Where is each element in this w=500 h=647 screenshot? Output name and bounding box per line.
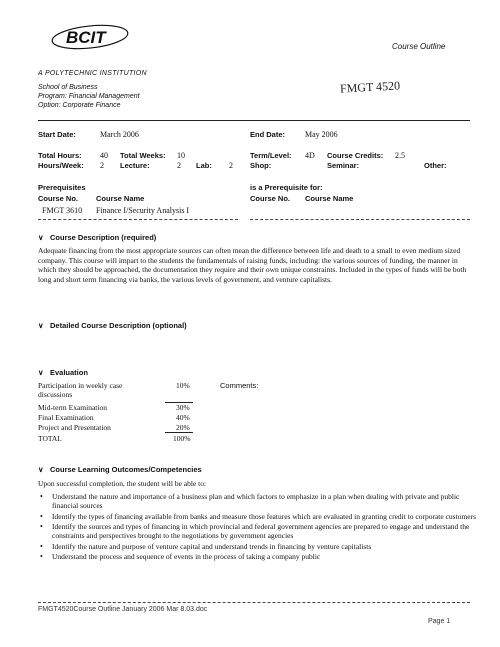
lab-value: 2 bbox=[229, 161, 233, 170]
prereq-course-no-label: Course No. bbox=[38, 194, 79, 203]
prereq-course-name-value: Finance I/Security Analysis I bbox=[96, 206, 190, 215]
total-hours-value: 40 bbox=[100, 151, 108, 160]
outcomes-chevron-icon: ∨ bbox=[38, 465, 44, 474]
bcit-logo bbox=[50, 23, 130, 51]
option-name: Option: Corporate Finance bbox=[38, 102, 121, 109]
evaluation-total-label: TOTAL bbox=[38, 434, 62, 443]
total-hours-label: Total Hours: bbox=[38, 151, 82, 160]
footer-page-label: Page 1 bbox=[428, 618, 451, 625]
prereq-divider-left bbox=[38, 219, 238, 220]
school-name: School of Business bbox=[38, 84, 98, 91]
shop-label: Shop: bbox=[250, 161, 272, 170]
evaluation-item-label: Participation in weekly case bbox=[38, 381, 123, 390]
evaluation-total-rule bbox=[165, 432, 193, 433]
hours-week-value: 2 bbox=[100, 161, 104, 170]
course-description-body: Adequate financing from the most appropriate sources can often mean the difference between life and death to a small to even medium sized company. This course will impart to the students the fundamentals of raising funds, including: the various sources of funding, the manner in which they should be approached, the documentation they require and their own unique constraints. Included in the types of funds will be both long and short term financing via banks, the various levels of government, and venture capitalists. bbox=[38, 246, 467, 284]
detailed-description-heading: Detailed Course Description (optional) bbox=[50, 321, 187, 330]
evaluation-item-label: Final Examination bbox=[38, 413, 94, 422]
end-date-label: End Date: bbox=[250, 130, 286, 139]
prereq-divider-right bbox=[250, 219, 470, 220]
total-weeks-label: Total Weeks: bbox=[120, 151, 166, 160]
prereq-course-name-label: Course Name bbox=[96, 194, 145, 203]
detailed-description-chevron-icon: ∨ bbox=[38, 321, 44, 330]
end-date-value: May 2006 bbox=[305, 130, 338, 139]
course-credits-value: 2.5 bbox=[395, 151, 405, 160]
outcome-item: • Identify the sources and types of financing in which provincial and federal government agencies are prepared to engage and understand the constraints and perspectives brought to the negotiations by government agencies bbox=[40, 522, 480, 540]
outcomes-heading: Course Learning Outcomes/Competencies bbox=[50, 465, 202, 474]
evaluation-item-value: 40% bbox=[176, 413, 190, 422]
evaluation-chevron-icon: ∨ bbox=[38, 368, 44, 377]
logo-text: BCIT bbox=[66, 28, 106, 47]
other-label: Other: bbox=[424, 161, 447, 170]
is-prereq-course-no-label: Course No. bbox=[250, 194, 291, 203]
course-credits-label: Course Credits: bbox=[327, 151, 384, 160]
hours-week-label: Hours/Week: bbox=[38, 161, 84, 170]
lecture-label: Lecture: bbox=[120, 161, 150, 170]
prereq-course-no-value: FMGT 3610 bbox=[42, 206, 83, 215]
evaluation-item-value: 10% bbox=[176, 381, 190, 390]
prerequisites-heading: Prerequisites bbox=[38, 183, 86, 192]
start-date-value: March 2006 bbox=[100, 130, 139, 139]
outcomes-list bbox=[40, 492, 480, 563]
header-divider bbox=[38, 120, 470, 121]
term-level-value: 4D bbox=[305, 151, 315, 160]
total-weeks-value: 10 bbox=[177, 151, 185, 160]
evaluation-item-label: Mid-term Examination bbox=[38, 403, 107, 412]
evaluation-total-value: 100% bbox=[173, 434, 191, 443]
footer-file-path: FMGT4520Course Outline January 2006 Mar 8.03.doc bbox=[38, 606, 208, 613]
program-name: Program: Financial Management bbox=[38, 93, 140, 100]
institution-tagline: A POLYTECHNIC INSTITUTION bbox=[38, 70, 147, 77]
evaluation-comments-label: Comments: bbox=[220, 381, 259, 390]
course-description-heading: Course Description (required) bbox=[50, 233, 157, 242]
lab-label: Lab: bbox=[196, 161, 212, 170]
handwritten-course-code: FMGT 4520 bbox=[339, 78, 401, 96]
course-description-chevron-icon: ∨ bbox=[38, 233, 44, 242]
outcome-item: • Understand the process and sequence of events in the process of taking a company public bbox=[40, 552, 480, 561]
document-type: Course Outline bbox=[392, 42, 446, 51]
lecture-value: 2 bbox=[177, 161, 181, 170]
term-level-label: Term/Level: bbox=[250, 151, 292, 160]
evaluation-rule bbox=[165, 402, 193, 403]
evaluation-item-value: 30% bbox=[176, 403, 190, 412]
evaluation-item-label: Project and Presentation bbox=[38, 423, 111, 432]
seminar-label: Seminar: bbox=[327, 161, 360, 170]
outcome-item: • Identify the nature and purpose of venture capital and understand trends in financing by venture capitalists bbox=[40, 542, 480, 551]
is-prerequisite-heading: is a Prerequisite for: bbox=[250, 183, 323, 192]
outcomes-intro: Upon successful completion, the student will be able to: bbox=[38, 479, 207, 488]
evaluation-item-value: 20% bbox=[176, 423, 190, 432]
evaluation-heading: Evaluation bbox=[50, 368, 88, 377]
is-prereq-course-name-label: Course Name bbox=[305, 194, 354, 203]
outcome-item: • Understand the nature and importance of a business plan and which factors to emphasize in a plan when dealing with private and public financial sources bbox=[40, 492, 480, 510]
start-date-label: Start Date: bbox=[38, 130, 76, 139]
evaluation-item-label-continued: discussions bbox=[38, 390, 73, 399]
footer-divider bbox=[38, 602, 470, 603]
outcome-item: • Identify the types of financing available from banks and measure those features which are evaluated in granting credit to corporate customers bbox=[40, 512, 480, 521]
